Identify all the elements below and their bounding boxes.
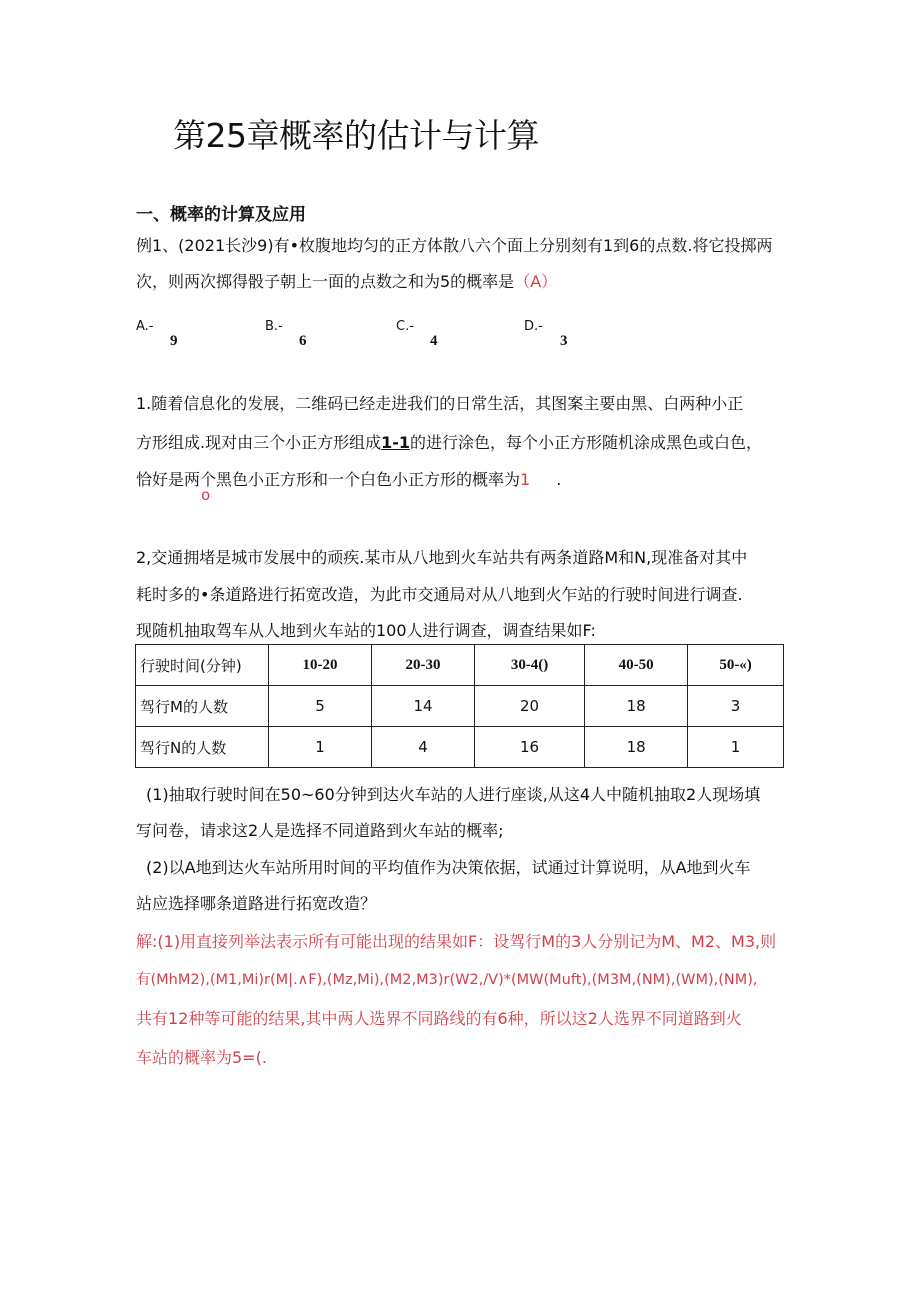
question-1-answer-denominator: o	[201, 486, 211, 504]
option-b: B.-	[265, 319, 283, 334]
question-1-text-b: 的进行涂色，每个小正方形随机涂成黑色或白色，	[410, 433, 763, 452]
header-cell: 30-4()	[475, 645, 585, 686]
table-cell: 1	[269, 727, 372, 768]
question-1-answer: 1	[520, 470, 531, 489]
header-cell: 20-30	[372, 645, 475, 686]
question-2-line-3: 现随机抽取驾车从人地到火车站的100人进行调查，调查结果如F:	[136, 621, 596, 640]
header-cell: 10-20	[269, 645, 372, 686]
solution-line-4: 车站的概率为5=(.	[136, 1048, 267, 1067]
question-2-line-1: 2,交通拥堵是城市发展中的顽疾.某市从八地到火车站共有两条道路M和N,现准备对其中	[136, 548, 748, 567]
part-1-line-1: (1)抽取行驶时间在50~60分钟到达火车站的人进行座谈,从这4人中随机抽取2人现场填	[146, 785, 761, 804]
table-cell: 5	[269, 686, 372, 727]
header-cell: 行驶时间(分钟)	[136, 645, 269, 686]
solution-line-2: 有(MhM2),(M1,Mi)r(M|.∧F),(Mz,Mi),(M2,M3)r(W2,/V)*(MW(Muft),(M3M,(NM),(WM),(NM),	[136, 972, 758, 988]
table-cell: 14	[372, 686, 475, 727]
row-label: 驾行N的人数	[136, 727, 269, 768]
table-header-row	[136, 645, 784, 686]
row-label: 驾行M的人数	[136, 686, 269, 727]
section-heading: 一、概率的计算及应用	[136, 205, 306, 225]
question-1-line-3	[136, 470, 561, 490]
table-cell: 3	[688, 686, 784, 727]
example-1-answer: （A）	[514, 272, 558, 291]
part-2-line-1: (2)以A地到达火车站所用时间的平均值作为决策依据，试通过计算说明，从A地到火车	[146, 858, 751, 877]
solution-line-3: 共有12种等可能的结果,其中两人选界不同路线的有6种，所以这2人选界不同道路到火	[136, 1009, 742, 1028]
example-1-line-2	[136, 272, 557, 292]
question-1-line-2	[136, 433, 762, 453]
table-cell: 4	[372, 727, 475, 768]
table-cell: 18	[585, 727, 688, 768]
question-1-line-1: 1.随着信息化的发展，二维码已经走进我们的日常生活，其图案主要由黑、白两种小正	[136, 394, 744, 413]
question-1-text-c: 恰好是两个黑色小正方形和一个白色小正方形的概率为	[136, 470, 521, 489]
option-a-denominator: 9	[170, 333, 178, 349]
option-d-denominator: 3	[560, 333, 568, 349]
shape-reference: 1-1	[381, 433, 410, 452]
header-cell: 50-«)	[688, 645, 784, 686]
table-cell: 1	[688, 727, 784, 768]
results-table	[135, 644, 784, 768]
table-cell: 16	[475, 727, 585, 768]
part-1-line-2: 写问卷，请求这2人是选择不同道路到火车站的概率;	[136, 821, 504, 840]
header-cell: 40-50	[585, 645, 688, 686]
example-1-text: 次，则两次掷得骰子朝上一面的点数之和为5的概率是	[136, 272, 515, 291]
option-b-denominator: 6	[299, 333, 307, 349]
solution-line-1: 解:(1)用直接列举法表示所有可能出现的结果如F：设驾行M的3人分别记为M、M2、M3,则	[136, 932, 777, 951]
chapter-title: 第25章概率的估计与计算	[173, 116, 539, 155]
example-1-line-1: 例1、(2021长沙9)有•枚腹地均匀的正方体散八六个面上分别刻有1到6的点数.将它投掷两	[136, 236, 773, 255]
table-row-m	[136, 686, 784, 727]
table-cell: 18	[585, 686, 688, 727]
part-2-line-2: 站应选择哪条道路进行拓宽改造？	[136, 894, 377, 913]
question-1-end: .	[556, 470, 562, 489]
option-d: D.-	[524, 319, 543, 334]
question-2-line-2: 耗时多的•条道路进行拓宽改造，为此市交通局对从八地到火乍站的行驶时间进行调查.	[136, 585, 743, 604]
option-a: A.-	[136, 319, 154, 334]
option-c-denominator: 4	[430, 333, 438, 349]
table-cell: 20	[475, 686, 585, 727]
option-c: C.-	[396, 319, 414, 334]
table-row-n	[136, 727, 784, 768]
question-1-text-a: 方形组成.现对由三个小正方形组成	[136, 433, 382, 452]
